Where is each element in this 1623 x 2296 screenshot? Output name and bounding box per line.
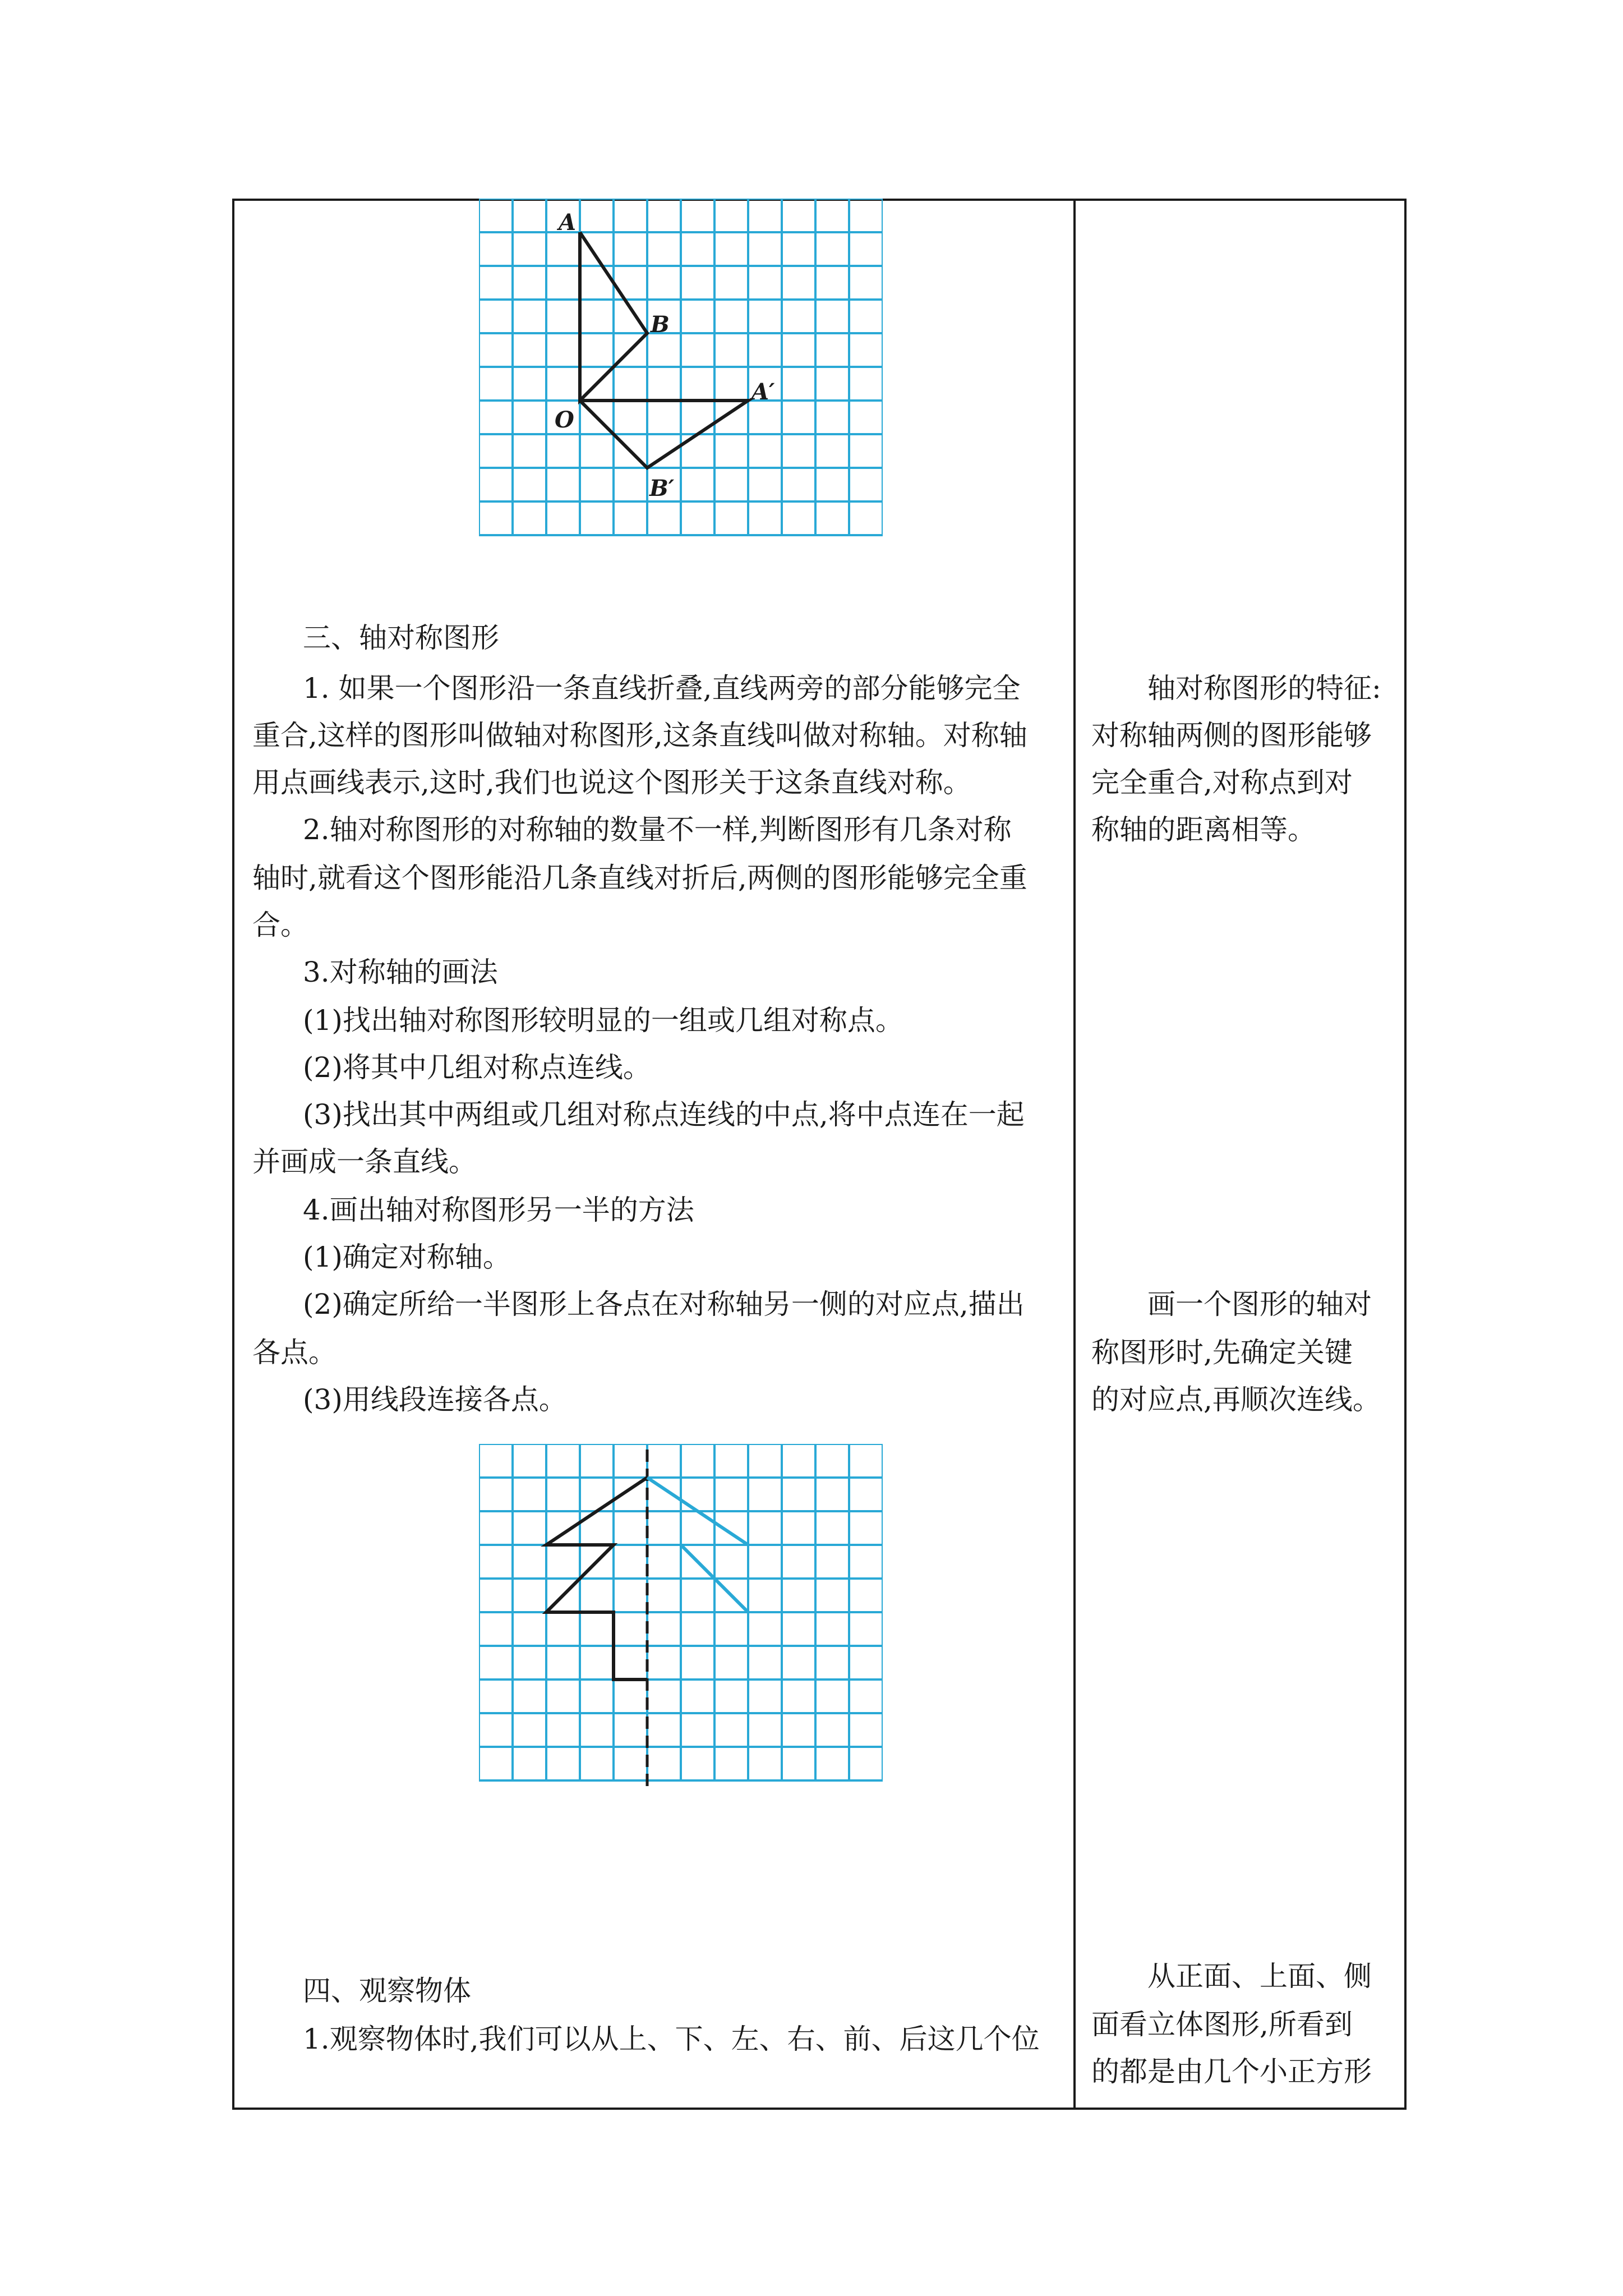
label-A-prime: A′: [751, 379, 775, 405]
section4-line: 1.观察物体时,我们可以从上、下、左、右、前、后这几个位: [303, 2023, 1040, 2055]
section3-line: 2.轴对称图形的对称轴的数量不一样,判断图形有几条对称: [303, 813, 1012, 846]
section3-line: 4.画出轴对称图形另一半的方法: [303, 1194, 694, 1226]
label-O: O: [555, 407, 574, 433]
note3-line: 面看立体图形,所看到: [1091, 2008, 1353, 2041]
note2-line: 画一个图形的轴对: [1147, 1288, 1372, 1320]
label-A: A: [559, 209, 577, 236]
note2-line: 称图形时,先确定关键: [1091, 1336, 1353, 1369]
column-divider: [1073, 199, 1076, 2110]
section3-line: 轴时,就看这个图形能沿几条直线对折后,两侧的图形能够完全重: [252, 862, 1027, 894]
section3-line: (1)找出轴对称图形较明显的一组或几组对称点。: [303, 1004, 903, 1037]
note3-line: 的都是由几个小正方形: [1091, 2055, 1372, 2088]
label-B-prime: B′: [649, 475, 675, 501]
section3-line: (2)确定所给一半图形上各点在对称轴另一侧的对应点,描出: [303, 1288, 1025, 1320]
section3-line: 用点画线表示,这时,我们也说这个图形关于这条直线对称。: [252, 766, 971, 799]
note1-line: 对称轴两侧的图形能够: [1091, 719, 1372, 752]
section3-line: 1. 如果一个图形沿一条直线折叠,直线两旁的部分能够完全: [303, 672, 1021, 705]
label-B: B: [651, 311, 670, 338]
section3-heading: 三、轴对称图形: [303, 622, 499, 654]
section3-line: 并画成一条直线。: [252, 1145, 477, 1178]
note3-line: 从正面、上面、侧: [1147, 1960, 1372, 1993]
section3-line: (3)用线段连接各点。: [303, 1383, 567, 1416]
note2-line: 的对应点,再顺次连线。: [1091, 1383, 1381, 1416]
section3-line: (2)将其中几组对称点连线。: [303, 1051, 651, 1084]
section3-line: 各点。: [252, 1336, 336, 1369]
note1-line: 称轴的距离相等。: [1091, 813, 1316, 846]
section3-line: (1)确定对称轴。: [303, 1241, 511, 1273]
section4-heading: 四、观察物体: [303, 1975, 471, 2007]
note1-line: 轴对称图形的特征:: [1147, 672, 1381, 705]
section3-line: 3.对称轴的画法: [303, 956, 498, 988]
section3-line: (3)找出其中两组或几组对称点连线的中点,将中点连在一起: [303, 1098, 1025, 1131]
section3-line: 重合,这样的图形叫做轴对称图形,这条直线叫做对称轴。对称轴: [252, 719, 1027, 752]
symmetry-figure: [479, 1444, 883, 1792]
section3-line: 合。: [252, 909, 308, 941]
rotation-figure: [479, 199, 883, 546]
note1-line: 完全重合,对称点到对: [1091, 766, 1353, 799]
